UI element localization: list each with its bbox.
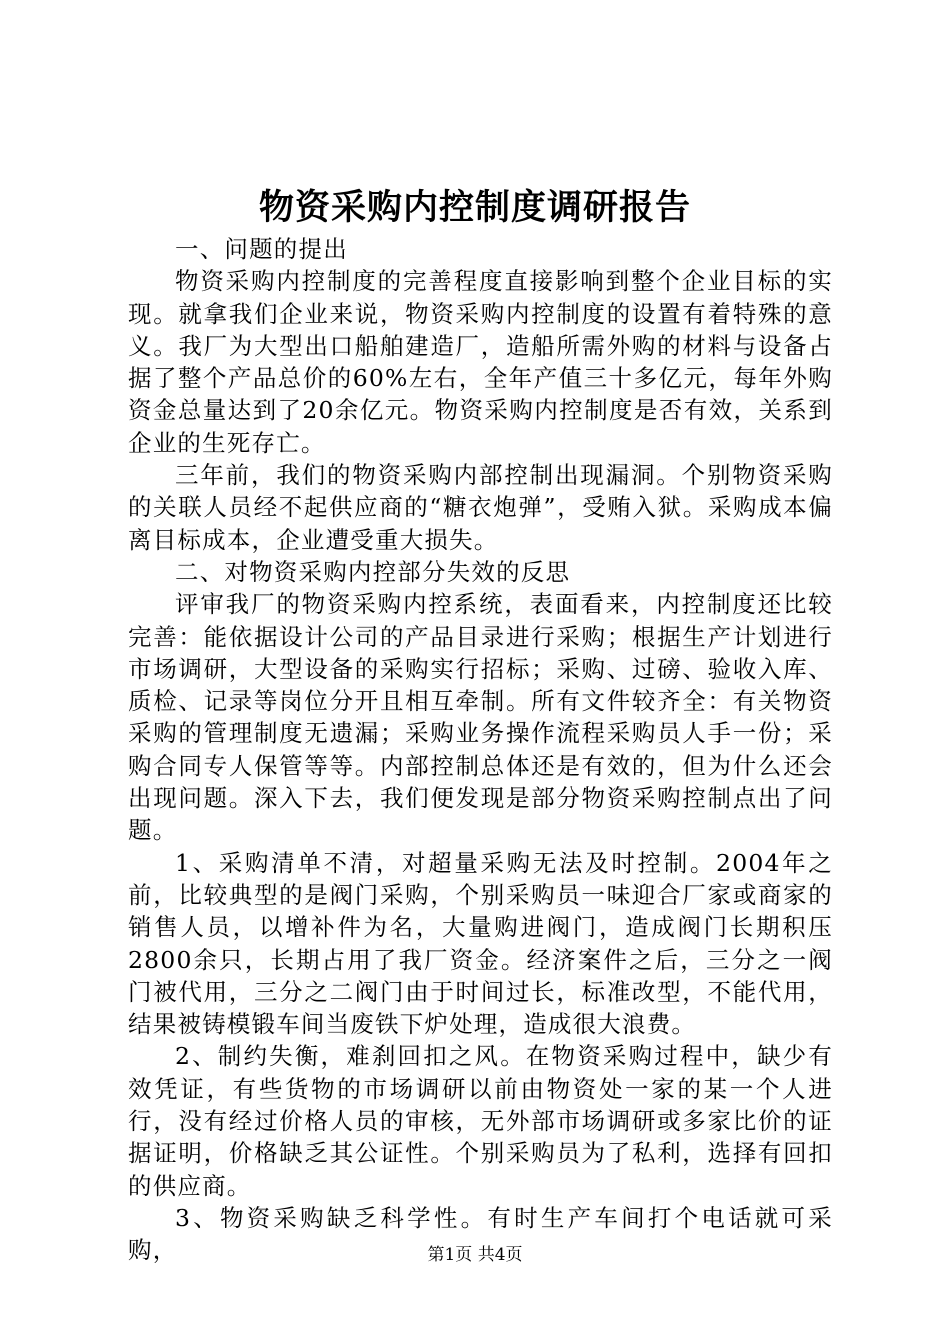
document-body <box>128 233 833 1267</box>
body-paragraph: 2、制约失衡，难刹回扣之风。在物资采购过程中，缺少有效凭证，有些货物的市场调研以前由物资处一家的某一个人进行，没有经过价格人员的审核，无外部市场调研或多家比价的证据证明，价格缺乏其公证性。个别采购员为了私利，选择有回扣的供应商。 <box>128 1042 833 1200</box>
page-number-footer: 第1页 共4页 <box>427 1245 523 1265</box>
section-heading: 一、问题的提出 <box>175 235 348 263</box>
body-paragraph: 三年前，我们的物资采购内部控制出现漏洞。个别物资采购的关联人员经不起供应商的“糖衣炮弹”，受贿入狱。采购成本偏离目标成本，企业遭受重大损失。 <box>128 461 833 554</box>
body-paragraph: 1、采购清单不清，对超量采购无法及时控制。2004年之前，比较典型的是阀门采购，个别采购员一味迎合厂家或商家的销售人员，以增补件为名，大量购进阀门，造成阀门长期积压2800余只，长期占用了我厂资金。经济案件之后，三分之一阀门被代用，三分之二阀门由于时间过长，标准改型，不能代用，结果被铸模锻车间当废铁下炉处理，造成很大浪费。 <box>128 848 833 1039</box>
document-title: 物资采购内控制度调研报告 <box>258 187 691 228</box>
section-heading: 二、对物资采购内控部分失效的反思 <box>175 557 571 586</box>
body-paragraph: 3、物资采购缺乏科学性。有时生产车间打个电话就可采购， <box>128 1203 833 1265</box>
body-paragraph: 评审我厂的物资采购内控系统，表面看来，内控制度还比较完善：能依据设计公司的产品目录进行采购；根据生产计划进行市场调研，大型设备的采购实行招标；采购、过磅、验收入库、质检、记录等岗位分开且相互牵制。所有文件较齐全：有关物资采购的管理制度无遗漏；采购业务操作流程采购员人手一份；采购合同专人保管等等。内部控制总体还是有效的，但为什么还会出现问题。深入下去，我们便发现是部分物资采购控制点出了问题。 <box>128 590 833 845</box>
body-paragraph: 物资采购内控制度的完善程度直接影响到整个企业目标的实现。就拿我们企业来说，物资采购内控制度的设置有着特殊的意义。我厂为大型出口船舶建造厂，造船所需外购的材料与设备占据了整个产品总价的60%左右，全年产值三十多亿元，每年外购资金总量达到了20余亿元。物资采购内控制度是否有效，关系到企业的生死存亡。 <box>128 267 833 457</box>
